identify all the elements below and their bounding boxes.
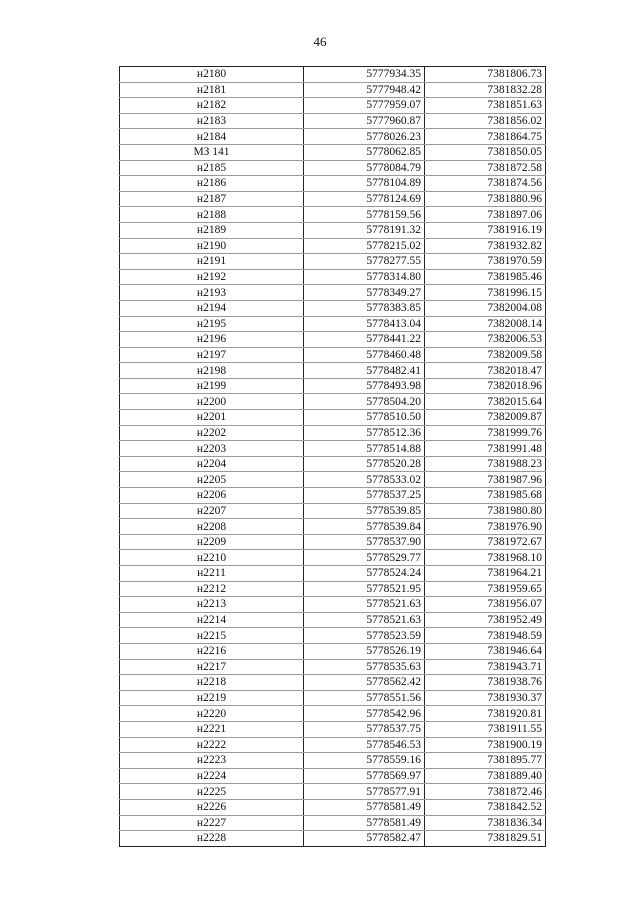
y-coordinate-cell: 7381872.46 <box>425 784 546 800</box>
point-id-cell: н2222 <box>120 737 304 753</box>
table-row <box>120 176 546 192</box>
x-coordinate-cell: 5778535.63 <box>304 659 425 675</box>
y-coordinate-cell: 7381864.75 <box>425 129 546 145</box>
point-id-cell: н2203 <box>120 441 304 457</box>
y-coordinate-cell: 7381880.96 <box>425 191 546 207</box>
y-coordinate-cell: 7381952.49 <box>425 612 546 628</box>
y-coordinate-cell: 7381999.76 <box>425 425 546 441</box>
point-id-cell: н2183 <box>120 113 304 129</box>
point-id-cell: н2219 <box>120 690 304 706</box>
x-coordinate-cell: 5778084.79 <box>304 160 425 176</box>
x-coordinate-cell: 5778526.19 <box>304 643 425 659</box>
x-coordinate-cell: 5778215.02 <box>304 238 425 254</box>
x-coordinate-cell: 5778546.53 <box>304 737 425 753</box>
y-coordinate-cell: 7381856.02 <box>425 113 546 129</box>
x-coordinate-cell: 5778551.56 <box>304 690 425 706</box>
y-coordinate-cell: 7381968.10 <box>425 550 546 566</box>
x-coordinate-cell: 5778582.47 <box>304 831 425 847</box>
point-id-cell: н2180 <box>120 67 304 83</box>
table-row <box>120 316 546 332</box>
table-row <box>120 628 546 644</box>
y-coordinate-cell: 7381895.77 <box>425 753 546 769</box>
point-id-cell: н2197 <box>120 347 304 363</box>
x-coordinate-cell: 5778124.69 <box>304 191 425 207</box>
x-coordinate-cell: 5777934.35 <box>304 67 425 83</box>
x-coordinate-cell: 5778482.41 <box>304 363 425 379</box>
y-coordinate-cell: 7382008.14 <box>425 316 546 332</box>
table-row <box>120 425 546 441</box>
table-row <box>120 300 546 316</box>
table-row <box>120 67 546 83</box>
x-coordinate-cell: 5778533.02 <box>304 472 425 488</box>
point-id-cell: н2209 <box>120 534 304 550</box>
point-id-cell: н2221 <box>120 721 304 737</box>
point-id-cell: н2201 <box>120 410 304 426</box>
y-coordinate-cell: 7382006.53 <box>425 332 546 348</box>
y-coordinate-cell: 7382009.58 <box>425 347 546 363</box>
y-coordinate-cell: 7381916.19 <box>425 222 546 238</box>
table-row <box>120 378 546 394</box>
point-id-cell: н2227 <box>120 815 304 831</box>
y-coordinate-cell: 7381976.90 <box>425 519 546 535</box>
table-row <box>120 643 546 659</box>
y-coordinate-cell: 7381991.48 <box>425 441 546 457</box>
table-row <box>120 799 546 815</box>
table-row <box>120 550 546 566</box>
y-coordinate-cell: 7381948.59 <box>425 628 546 644</box>
x-coordinate-cell: 5778539.85 <box>304 503 425 519</box>
y-coordinate-cell: 7381964.21 <box>425 566 546 582</box>
y-coordinate-cell: 7381932.82 <box>425 238 546 254</box>
y-coordinate-cell: 7381943.71 <box>425 659 546 675</box>
table-row <box>120 144 546 160</box>
x-coordinate-cell: 5778512.36 <box>304 425 425 441</box>
x-coordinate-cell: 5778521.63 <box>304 597 425 613</box>
y-coordinate-cell: 7381832.28 <box>425 82 546 98</box>
table-row <box>120 285 546 301</box>
y-coordinate-cell: 7381985.46 <box>425 269 546 285</box>
point-id-cell: н2225 <box>120 784 304 800</box>
point-id-cell: н2217 <box>120 659 304 675</box>
table-row <box>120 394 546 410</box>
table-row <box>120 721 546 737</box>
x-coordinate-cell: 5778277.55 <box>304 254 425 270</box>
point-id-cell: н2214 <box>120 612 304 628</box>
x-coordinate-cell: 5778521.95 <box>304 581 425 597</box>
y-coordinate-cell: 7381938.76 <box>425 675 546 691</box>
table-row <box>120 706 546 722</box>
table-row <box>120 534 546 550</box>
x-coordinate-cell: 5778577.91 <box>304 784 425 800</box>
y-coordinate-cell: 7381970.59 <box>425 254 546 270</box>
y-coordinate-cell: 7381985.68 <box>425 488 546 504</box>
table-row <box>120 581 546 597</box>
x-coordinate-cell: 5778413.04 <box>304 316 425 332</box>
x-coordinate-cell: 5778529.77 <box>304 550 425 566</box>
point-id-cell: н2208 <box>120 519 304 535</box>
point-id-cell: н2186 <box>120 176 304 192</box>
table-row <box>120 207 546 223</box>
point-id-cell: н2182 <box>120 98 304 114</box>
point-id-cell: н2193 <box>120 285 304 301</box>
point-id-cell: н2223 <box>120 753 304 769</box>
table-row <box>120 768 546 784</box>
point-id-cell: н2195 <box>120 316 304 332</box>
point-id-cell: н2199 <box>120 378 304 394</box>
y-coordinate-cell: 7381872.58 <box>425 160 546 176</box>
point-id-cell: н2181 <box>120 82 304 98</box>
y-coordinate-cell: 7382018.47 <box>425 363 546 379</box>
point-id-cell: н2212 <box>120 581 304 597</box>
coordinates-table-body <box>120 67 546 847</box>
table-row <box>120 332 546 348</box>
x-coordinate-cell: 5778314.80 <box>304 269 425 285</box>
y-coordinate-cell: 7381956.07 <box>425 597 546 613</box>
table-row <box>120 472 546 488</box>
table-row <box>120 82 546 98</box>
table-row <box>120 597 546 613</box>
y-coordinate-cell: 7381980.80 <box>425 503 546 519</box>
point-id-cell: н2196 <box>120 332 304 348</box>
y-coordinate-cell: 7381897.06 <box>425 207 546 223</box>
x-coordinate-cell: 5778521.63 <box>304 612 425 628</box>
y-coordinate-cell: 7381900.19 <box>425 737 546 753</box>
x-coordinate-cell: 5778062.85 <box>304 144 425 160</box>
x-coordinate-cell: 5778349.27 <box>304 285 425 301</box>
point-id-cell: н2211 <box>120 566 304 582</box>
table-row <box>120 612 546 628</box>
x-coordinate-cell: 5778539.84 <box>304 519 425 535</box>
table-row <box>120 410 546 426</box>
y-coordinate-cell: 7381889.40 <box>425 768 546 784</box>
y-coordinate-cell: 7382004.08 <box>425 300 546 316</box>
table-row <box>120 456 546 472</box>
y-coordinate-cell: 7382018.96 <box>425 378 546 394</box>
y-coordinate-cell: 7381959.65 <box>425 581 546 597</box>
x-coordinate-cell: 5778493.98 <box>304 378 425 394</box>
x-coordinate-cell: 5778581.49 <box>304 799 425 815</box>
x-coordinate-cell: 5778537.90 <box>304 534 425 550</box>
y-coordinate-cell: 7381946.64 <box>425 643 546 659</box>
table-row <box>120 238 546 254</box>
point-id-cell: н2216 <box>120 643 304 659</box>
x-coordinate-cell: 5778559.16 <box>304 753 425 769</box>
table-row <box>120 815 546 831</box>
x-coordinate-cell: 5778441.22 <box>304 332 425 348</box>
point-id-cell: н2204 <box>120 456 304 472</box>
y-coordinate-cell: 7381874.56 <box>425 176 546 192</box>
table-row <box>120 269 546 285</box>
table-row <box>120 441 546 457</box>
point-id-cell: н2192 <box>120 269 304 285</box>
x-coordinate-cell: 5778562.42 <box>304 675 425 691</box>
y-coordinate-cell: 7381987.96 <box>425 472 546 488</box>
point-id-cell: н2189 <box>120 222 304 238</box>
point-id-cell: н2228 <box>120 831 304 847</box>
table-row <box>120 113 546 129</box>
point-id-cell: н2210 <box>120 550 304 566</box>
page-number: 46 <box>313 34 327 49</box>
table-row <box>120 675 546 691</box>
point-id-cell: н2200 <box>120 394 304 410</box>
x-coordinate-cell: 5778520.28 <box>304 456 425 472</box>
table-row <box>120 753 546 769</box>
x-coordinate-cell: 5778159.56 <box>304 207 425 223</box>
coordinates-table <box>119 66 546 847</box>
x-coordinate-cell: 5778537.25 <box>304 488 425 504</box>
x-coordinate-cell: 5777960.87 <box>304 113 425 129</box>
table-row <box>120 129 546 145</box>
table-row <box>120 690 546 706</box>
point-id-cell: н2185 <box>120 160 304 176</box>
point-id-cell: н2191 <box>120 254 304 270</box>
point-id-cell: н2187 <box>120 191 304 207</box>
x-coordinate-cell: 5778537.75 <box>304 721 425 737</box>
table-row <box>120 347 546 363</box>
table-row <box>120 737 546 753</box>
y-coordinate-cell: 7381911.55 <box>425 721 546 737</box>
x-coordinate-cell: 5778514.88 <box>304 441 425 457</box>
table-row <box>120 566 546 582</box>
y-coordinate-cell: 7381930.37 <box>425 690 546 706</box>
table-row <box>120 160 546 176</box>
table-row <box>120 519 546 535</box>
point-id-cell: н2218 <box>120 675 304 691</box>
point-id-cell: н2207 <box>120 503 304 519</box>
x-coordinate-cell: 5778026.23 <box>304 129 425 145</box>
y-coordinate-cell: 7381996.15 <box>425 285 546 301</box>
table-row <box>120 98 546 114</box>
table-row <box>120 831 546 847</box>
point-id-cell: н2215 <box>120 628 304 644</box>
table-row <box>120 222 546 238</box>
x-coordinate-cell: 5778104.89 <box>304 176 425 192</box>
table-row <box>120 488 546 504</box>
table-row <box>120 659 546 675</box>
point-id-cell: н2224 <box>120 768 304 784</box>
y-coordinate-cell: 7381972.67 <box>425 534 546 550</box>
y-coordinate-cell: 7381850.05 <box>425 144 546 160</box>
point-id-cell: н2190 <box>120 238 304 254</box>
x-coordinate-cell: 5778191.32 <box>304 222 425 238</box>
point-id-cell: н2220 <box>120 706 304 722</box>
point-id-cell: н2198 <box>120 363 304 379</box>
point-id-cell: н2206 <box>120 488 304 504</box>
table-row <box>120 503 546 519</box>
point-id-cell: н2188 <box>120 207 304 223</box>
table-row <box>120 363 546 379</box>
point-id-cell: н2213 <box>120 597 304 613</box>
point-id-cell: н2194 <box>120 300 304 316</box>
x-coordinate-cell: 5778460.48 <box>304 347 425 363</box>
x-coordinate-cell: 5778581.49 <box>304 815 425 831</box>
x-coordinate-cell: 5777959.07 <box>304 98 425 114</box>
y-coordinate-cell: 7381836.34 <box>425 815 546 831</box>
y-coordinate-cell: 7381842.52 <box>425 799 546 815</box>
x-coordinate-cell: 5778569.97 <box>304 768 425 784</box>
point-id-cell: н2202 <box>120 425 304 441</box>
point-id-cell: н2226 <box>120 799 304 815</box>
x-coordinate-cell: 5778504.20 <box>304 394 425 410</box>
x-coordinate-cell: 5778383.85 <box>304 300 425 316</box>
y-coordinate-cell: 7382009.87 <box>425 410 546 426</box>
x-coordinate-cell: 5778542.96 <box>304 706 425 722</box>
y-coordinate-cell: 7381851.63 <box>425 98 546 114</box>
table-row <box>120 254 546 270</box>
y-coordinate-cell: 7381920.81 <box>425 706 546 722</box>
point-id-cell: н2184 <box>120 129 304 145</box>
y-coordinate-cell: 7381806.73 <box>425 67 546 83</box>
y-coordinate-cell: 7381829.51 <box>425 831 546 847</box>
point-id-cell: н2205 <box>120 472 304 488</box>
point-id-cell: МЗ 141 <box>120 144 304 160</box>
x-coordinate-cell: 5777948.42 <box>304 82 425 98</box>
y-coordinate-cell: 7382015.64 <box>425 394 546 410</box>
x-coordinate-cell: 5778510.50 <box>304 410 425 426</box>
x-coordinate-cell: 5778523.59 <box>304 628 425 644</box>
x-coordinate-cell: 5778524.24 <box>304 566 425 582</box>
y-coordinate-cell: 7381988.23 <box>425 456 546 472</box>
table-row <box>120 191 546 207</box>
table-row <box>120 784 546 800</box>
